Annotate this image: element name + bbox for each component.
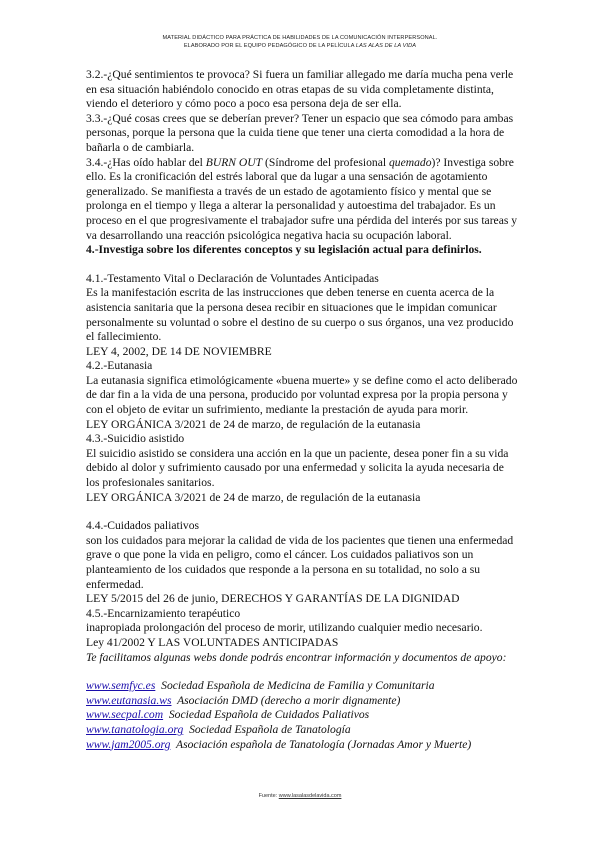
header-film-title: LAS ALAS DE LA VIDA: [355, 43, 417, 49]
subsection-4-3-title: 4.3.-Suicidio asistido: [86, 432, 185, 446]
subsection-4-5-law: Ley 41/2002 Y LAS VOLUNTADES ANTICIPADAS: [86, 635, 339, 649]
subsection-4-4-text: son los cuidados para mejorar la calidad de vida de los pacientes que tienen una enfermedad grave o que pone la vida en peligro, como el cáncer. Los cuidados paliativos son un planteamiento de los cuidados que responde a la persona en su totalidad, no solo a su enfermedad.: [86, 533, 514, 591]
subsection-4-2-text: La eutanasia significa etimológicamente «buena muerte» y se define como el acto deliberado de dar fin a la vida de una persona, producido por voluntad expresa por la propia persona y con el objeto de evitar un sufrimiento, mediante la prestación de ayuda para morir.: [86, 373, 518, 417]
link-item: [86, 723, 518, 738]
subsection-4-2-title: 4.2.-Eutanasia: [86, 359, 153, 373]
page-header: [0, 34, 600, 50]
header-line-1: MATERIAL DIDÁCTICO PARA PRÁCTICA DE HABILIDADES DE LA COMUNICACIÓN INTERPERSONAL.: [162, 35, 438, 41]
link-item: [86, 679, 518, 694]
link-item: [86, 738, 518, 753]
subsection-4-4-law: LEY 5/2015 del 26 de junio, DERECHOS Y GARANTÍAS DE LA DIGNIDAD: [86, 592, 460, 606]
question-3-2: 3.2.-¿Qué sentimientos te provoca? Si fuera un familiar allegado me daría mucha pena verle en esa situación habiéndolo conocido en otras etapas de su vida completamente distinta, viendo el deterioro y cómo poco a poco esa persona deja de ser ella.: [86, 68, 514, 111]
header-line-2: [0, 42, 600, 50]
link-description: Sociedad Española de Cuidados Paliativos: [168, 708, 370, 722]
link-item: [86, 694, 518, 709]
footer-label: Fuente:: [258, 793, 279, 799]
link-description: Asociación española de Tanatología (Jornadas Amor y Muerte): [175, 737, 472, 751]
header-line-2-text: ELABORADO POR EL EQUIPO PEDAGÓGICO DE LA PELÍCULA: [183, 43, 356, 49]
footer-link[interactable]: www.lasalasdelavida.com: [278, 793, 342, 799]
link-eutanasia[interactable]: www.eutanasia.ws: [86, 693, 172, 707]
link-description: Asociación DMD (derecho a morir dignamente): [177, 693, 401, 707]
link-description: Sociedad Española de Medicina de Familia y Comunitaria: [161, 679, 435, 693]
subsection-4-1-title: 4.1.-Testamento Vital o Declaración de Voluntades Anticipadas: [86, 271, 379, 285]
link-jam2005[interactable]: www.jam2005.org: [86, 737, 171, 751]
link-secpal[interactable]: www.secpal.com: [86, 708, 164, 722]
link-tanatologia[interactable]: www.tanatologia.org: [86, 722, 184, 736]
subsection-4-5-text: inapropiada prolongación del proceso de morir, utilizando cualquier medio necesario.: [86, 621, 483, 635]
spacer: [86, 258, 518, 272]
subsection-4-4-title: 4.4.-Cuidados paliativos: [86, 519, 200, 533]
subsection-4-1-law: LEY 4, 2002, DE 14 DE NOVIEMBRE: [86, 344, 272, 358]
page-footer: [0, 793, 600, 799]
q4-part-a: 3.4.-¿Has oído hablar del: [86, 155, 206, 169]
links-list: [86, 679, 518, 752]
link-semfyc[interactable]: www.semfyc.es: [86, 679, 156, 693]
q4-part-c: )? Investiga sobre ello. Es la cronificación del estrés laboral que da lugar a una sensación de agotamiento generalizado. Se manifiesta a través de un estado de agotamiento físico y mental que se prolonga en el tiempo y llega a alterar la personalidad y autoestima del trabajador. Es un proceso en el que progresivamente el trabajador sufre una pérdida del interés por sus tareas y va desarrollando una reacción psicológica negativa hacia su ocupación laboral.: [86, 155, 518, 242]
question-3-4: [86, 156, 518, 244]
subsection-4-3-law: LEY ORGÁNICA 3/2021 de 24 de marzo, de regulación de la eutanasia: [86, 490, 421, 504]
subsection-4-2-law: LEY ORGÁNICA 3/2021 de 24 de marzo, de regulación de la eutanasia: [86, 417, 421, 431]
burnout-term: BURN OUT: [205, 155, 263, 169]
section-4-heading: 4.-Investiga sobre los diferentes conceptos y su legislación actual para definirlos.: [86, 243, 482, 257]
subsection-4-1-text: Es la manifestación escrita de las instrucciones que deben tenerse en cuenta acerca de la asistencia sanitaria que la persona desea recibir en situaciones que le impidan comunicar personalmente su voluntad o sobre el destino de su cuerpo o sus órganos, una vez producido el fallecimiento.: [86, 286, 514, 344]
subsection-4-5-title: 4.5.-Encarnizamiento terapéutico: [86, 606, 241, 620]
link-description: Sociedad Española de Tanatología: [189, 722, 351, 736]
spacer: [86, 505, 518, 519]
quemado-term: quemado: [389, 155, 432, 169]
document-body: [86, 68, 518, 752]
question-3-3: 3.3.-¿Qué cosas crees que se deberían prever? Tener un espacio que sea cómodo para ambas personas, porque la persona que la cuida tiene que tener una cierta comodidad a la hora de bañarla o de cambiarla.: [86, 111, 514, 154]
link-item: [86, 708, 518, 723]
webs-intro: Te facilitamos algunas webs donde podrás encontrar información y documentos de apoyo:: [86, 650, 507, 664]
spacer: [86, 665, 518, 679]
q4-part-b: (Síndrome del profesional: [262, 155, 389, 169]
subsection-4-3-text: El suicidio asistido se considera una acción en la que un paciente, desea poner fin a su vida debido al dolor y sufrimiento causado por una enfermedad y solicita la ayuda necesaria de los profesionales sanitarios.: [86, 446, 509, 490]
